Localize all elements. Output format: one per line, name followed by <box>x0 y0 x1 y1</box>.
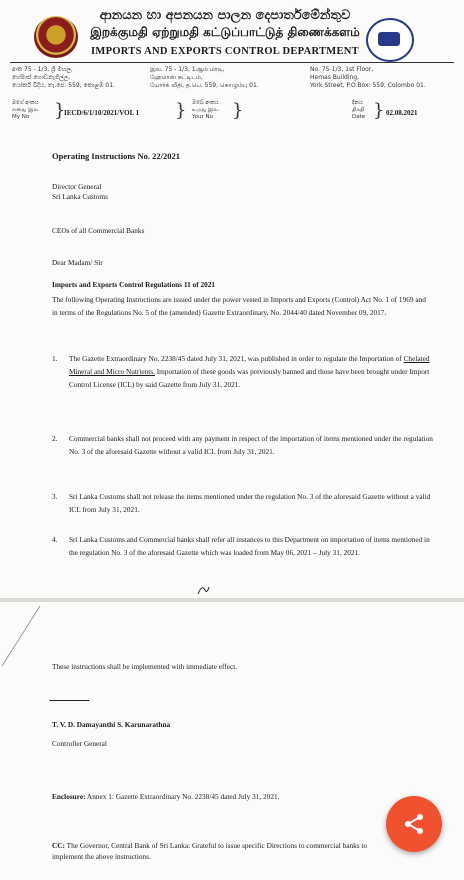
my-no-label: මගේ අංකය எனது இல. My No <box>12 100 40 120</box>
initials-mark-icon <box>196 584 210 596</box>
english-title: IMPORTS AND EXPORTS CONTROL DEPARTMENT <box>91 46 359 57</box>
cc-line: CC: The Governor, Central Bank of Sri Lanka: Grateful to issue specific Directions to commercial banks to implement the above instructions. <box>52 841 368 861</box>
salutation: Dear Madam/ Sir <box>52 258 103 267</box>
enclosure-line: Enclosure: Annex 1: Gazette Extraordinary No. 2238/45 dated July 31, 2021. <box>52 792 280 801</box>
signer-title: Controller General <box>52 739 107 748</box>
recipient-1: Director General <box>52 182 102 191</box>
signature-icon <box>49 686 94 701</box>
sri-lanka-emblem-icon <box>34 16 78 58</box>
date-value: 02.08.2021 <box>386 109 418 117</box>
tamil-title: இறக்குமதி ஏற்றுமதி கட்டுப்பாட்டுத் திணைக்களம் <box>90 25 360 39</box>
subject-line: Imports and Exports Control Regulations 11 of 2021 <box>52 280 216 289</box>
fold-line-icon <box>0 604 42 668</box>
address-sinhala: අංක 75 - 1/3, ශ්‍රී මහල, හේමාස් ගොඩනැගිල්ල, යෝර්ක් වීදිය, තැ.පෙ. 559, කොළඹ 01. <box>12 66 115 89</box>
closing-line: These instructions shall be implemented with immediate effect. <box>52 662 238 671</box>
date-label: දිනය திகதி Date <box>352 100 366 120</box>
share-icon <box>402 812 426 836</box>
address-tamil: இல. 75 - 1/3, 1ஆம் மாடி, ஹேமாஸ் கட்டிடம், யோர்க் வீதி, த.பெ. 559, கொழும்பு 01. <box>150 66 259 89</box>
document-heading: Operating Instructions No. 22/2021 <box>52 151 180 161</box>
my-no-value: IECD/6/1/10/2021/VOL 1 <box>64 109 140 117</box>
recipient-2: Sri Lanka Customs <box>52 192 108 201</box>
recipient-3: CEOs of all Commercial Banks <box>52 226 145 235</box>
department-logo-icon <box>366 18 414 62</box>
signer-name: T. V. D. Damayanthi S. Karunarathna <box>52 720 171 729</box>
your-no-label: ඔබේ අංකය உமது இல. Your No <box>192 100 220 120</box>
share-button[interactable] <box>386 796 442 852</box>
address-english: No. 75-1/3, 1st Floor, Hemas Building, York Street, P.O.Box: 559, Colombo 01. <box>310 66 426 89</box>
letter-page-1: ආනයන හා අපනයන පාලන දෙපාර්තමේන්තුව இறக்குமதி ஏற்றுமதி கட்டுப்பாட்டுத் திணைக்களம் IMPORTS AND EXPORTS CONTROL DEPARTMENT අංක 75 - 1/3, ශ්‍රී මහල, හේමාස් ගොඩනැගිල්ල, යෝර්ක් වීදිය, තැ.පෙ. 559, කොළඹ 01. இல. 75 - 1/3, 1ஆம் மாடி, ஹேமாஸ் கட்டிடம், யோர்க் வீதி, த.பெ. 559, கொழும்பு 01. No. 75-1/3, 1st Floor, Hemas Building, York Street, P.O.Box: 559, Colombo 01. මගේ අංකය எனது இல. My No } IECD/6/1/10/2021/VOL 1 } ඔබේ අංකය உமது இல. Your No } දිනය திகதி Date } 02.08.2021 Operating Instructions No. 22/2021 Director General Sri Lanka Customs CEOs of all Commercial Banks Dear Madam/ Sir Imports and Exports Control Regulations 11 of 2021 The following Operating Instructions are issued under the power vested in Imports and Exports (Control) Act No. 1 of 1969 and in terms of the Regulations No. 5 of the (amended) Gazette Extraordinary, No. 2044/40 dated November 09, 2017. 1. The Gazette Extraordinary No. 2238/45 dated July 31, 2021, was published in order to regulate the Importation of Chelated Mineral and Micro Nutrients. Importation of these goods was previously banned and those have been brought under Import Control License (ICL) by said Gazette from July 31, 2021. 2. Commercial banks shall not proceed with any payment in respect of the importation of items mentioned under the regulation No. 3 of the aforesaid Gazette without a valid ICL from July 31, 2021. 3. Sri Lanka Customs shall not release the items mentioned under the regulation No. 3 of the aforesaid Gazette without a valid ICL from July 31, 2021. 4. Sri Lanka Customs and Commercial banks shall refer all instances to this Department on importation of items mentioned in the regulation No. 3 of the aforesaid Gazette which was loaded from May 06, 2021 – July 31, 2021. <box>0 0 464 600</box>
header-divider <box>10 62 454 63</box>
sinhala-title: ආනයන හා අපනයන පාලන දෙපාර්තමේන්තුව <box>99 8 351 23</box>
intro-paragraph: The following Operating Instructions are issued under the power vested in Imports and Exports (Control) Act No. 1 of 1969 and in terms of the Regulations No. 5 of the (amended) Gazette Extraordinary, No. 2044/40 dated November 09, 2017. <box>52 295 426 317</box>
